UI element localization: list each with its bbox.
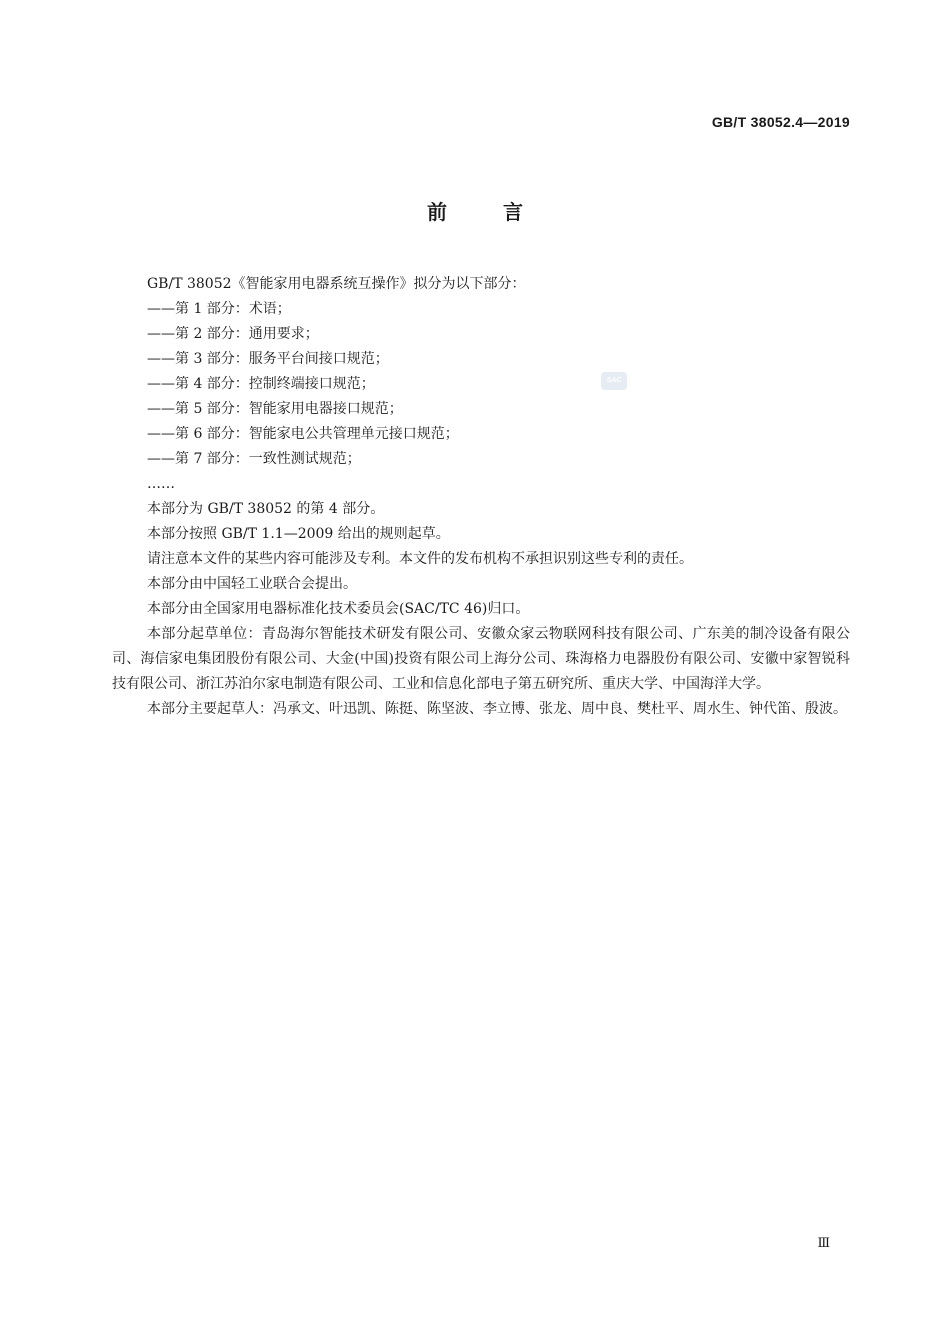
standard-number: GB/T 38052.4—2019 — [711, 114, 850, 130]
intro-paragraph: GB/T 38052《智能家用电器系统互操作》拟分为以下部分： — [147, 276, 526, 292]
paragraph-proposer: 本部分由中国轻工业联合会提出。 — [147, 576, 357, 592]
paragraph-drafters: 本部分主要起草人：冯承文、叶迅凯、陈挺、陈坚波、李立博、张龙、周中良、樊杜平、周水生、钟代笛、殷波。 — [147, 701, 847, 717]
page-number: Ⅲ — [817, 1236, 830, 1251]
part-list-item: ——第 3 部分：服务平台间接口规范； — [147, 351, 389, 367]
part-list-item: ——第 5 部分：智能家用电器接口规范； — [147, 401, 403, 417]
paragraph-committee: 本部分由全国家用电器标准化技术委员会(SAC/TC 46)归口。 — [147, 601, 530, 617]
part-list-item: ——第 1 部分：术语； — [147, 301, 291, 317]
sac-watermark-logo: SAC — [601, 372, 627, 390]
title-char-1: 前 — [427, 200, 447, 224]
paragraph-drafting-units: 本部分起草单位：青岛海尔智能技术研发有限公司、安徽众家云物联网科技有限公司、广东美的制冷设备有限公司、海信家电集团股份有限公司、大金(中国)投资有限公司上海分公司、珠海格力电器股份有限公司、安徽中家智锐科技有限公司、浙江苏泊尔家电制造有限公司、工业和信息化部电子第五研究所、重庆大学、中国海洋大学。 — [112, 626, 850, 692]
part-list-item: ——第 4 部分：控制终端接口规范； — [147, 376, 375, 392]
paragraph-drafting-rules: 本部分按照 GB/T 1.1—2009 给出的规则起草。 — [147, 526, 450, 542]
part-list-ellipsis: …… — [147, 476, 175, 492]
title-char-2: 言 — [503, 200, 523, 224]
part-list-item: ——第 7 部分：一致性测试规范； — [147, 451, 361, 467]
foreword-body — [112, 272, 850, 722]
page-title — [0, 196, 950, 225]
paragraph-part-number: 本部分为 GB/T 38052 的第 4 部分。 — [147, 501, 385, 517]
part-list-item: ——第 2 部分：通用要求； — [147, 326, 319, 342]
part-list-item: ——第 6 部分：智能家电公共管理单元接口规范； — [147, 426, 459, 442]
paragraph-patent-notice: 请注意本文件的某些内容可能涉及专利。本文件的发布机构不承担识别这些专利的责任。 — [147, 551, 693, 567]
